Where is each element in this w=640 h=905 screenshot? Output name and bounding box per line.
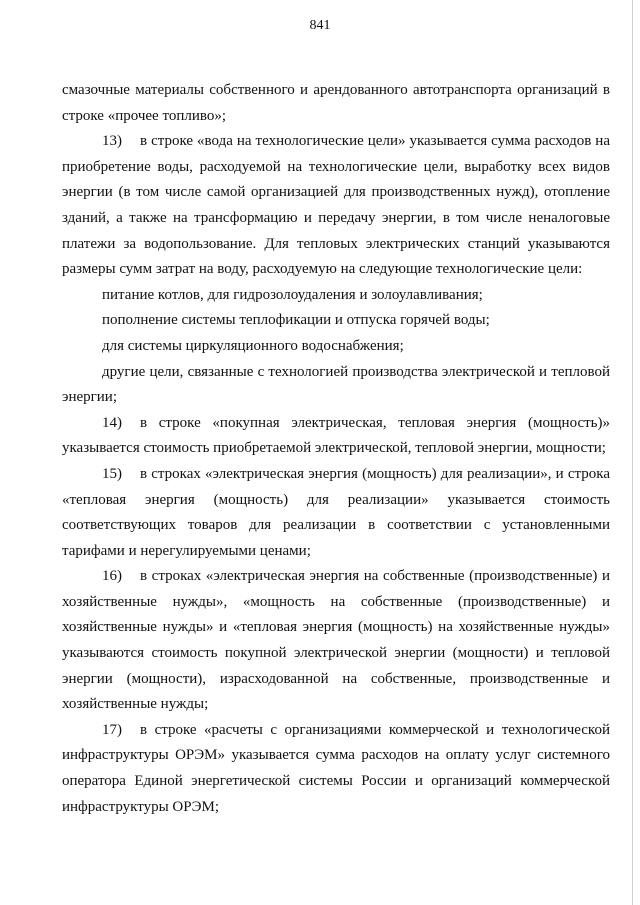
item-number: 16) xyxy=(102,568,122,585)
page-number: 841 xyxy=(309,18,331,33)
paragraph-item-17 xyxy=(62,718,610,820)
paragraph-text: питание котлов, для гидрозолоудаления и золоулавливания; xyxy=(102,286,483,303)
item-number: 14) xyxy=(102,414,122,431)
item-number: 17) xyxy=(102,721,122,738)
paragraph-text: в строках «электрическая энергия (мощность) для реализации», и строка «тепловая энергия (мощность) для реализации» указывается стоимость соответствующих товаров для реализации в соответствии с установленными тарифами и нерегулируемыми ценами; xyxy=(62,465,610,559)
paragraph-item-15 xyxy=(62,462,610,564)
paragraph-text: для системы циркуляционного водоснабжения; xyxy=(102,337,404,354)
item-number: 15) xyxy=(102,465,122,482)
paragraph-text: в строке «вода на технологические цели» указывается сумма расходов на приобретение воды, расходуемой на технологические цели, выработку всех видов энергии (в том числе самой организацией для производственных нужд), отопление зданий, а также на трансформацию и передачу энергии, в том числе неналоговые платежи за водопользование. Для тепловых электрических станций указываются размеры сумм затрат на воду, расходуемую на следующие технологические цели: xyxy=(62,133,610,278)
paragraph-text: в строках «электрическая энергия на собственные (производственные) и хозяйственные нужды», «мощность на собственные (производственные) и хозяйственные нужды» и «тепловая энергия (мощность) на хозяйственные нужды» указываются стоимость покупной электрической энергии (мощности) и тепловой энергии (мощности), израсходованной на собственные, производственные и хозяйственные нужды; xyxy=(62,568,610,713)
paragraph-item-14 xyxy=(62,411,610,462)
paragraph xyxy=(62,283,610,309)
paragraph-text: пополнение системы теплофикации и отпуска горячей воды; xyxy=(102,312,490,329)
paragraph-item-16 xyxy=(62,564,610,718)
paragraph xyxy=(62,334,610,360)
item-number: 13) xyxy=(102,133,122,150)
scan-edge-line xyxy=(632,0,633,905)
paragraph-item-13 xyxy=(62,129,610,283)
document-body xyxy=(62,78,610,820)
paragraph xyxy=(62,78,610,129)
paragraph xyxy=(62,360,610,411)
paragraph xyxy=(62,308,610,334)
paragraph-text: другие цели, связанные с технологией производства электрической и тепловой энергии; xyxy=(62,363,610,406)
paragraph-text: в строке «расчеты с организациями коммерческой и технологической инфраструктуры ОРЭМ» указывается сумма расходов на оплату услуг системного оператора Единой энергетической системы России и организаций коммерческой инфраструктуры ОРЭМ; xyxy=(62,721,610,815)
paragraph-text: в строке «покупная электрическая, тепловая энергия (мощность)» указывается стоимость приобретаемой электрической, тепловой энергии, мощности; xyxy=(62,414,610,457)
paragraph-text: смазочные материалы собственного и арендованного автотранспорта организаций в строке «прочее топливо»; xyxy=(62,82,610,124)
